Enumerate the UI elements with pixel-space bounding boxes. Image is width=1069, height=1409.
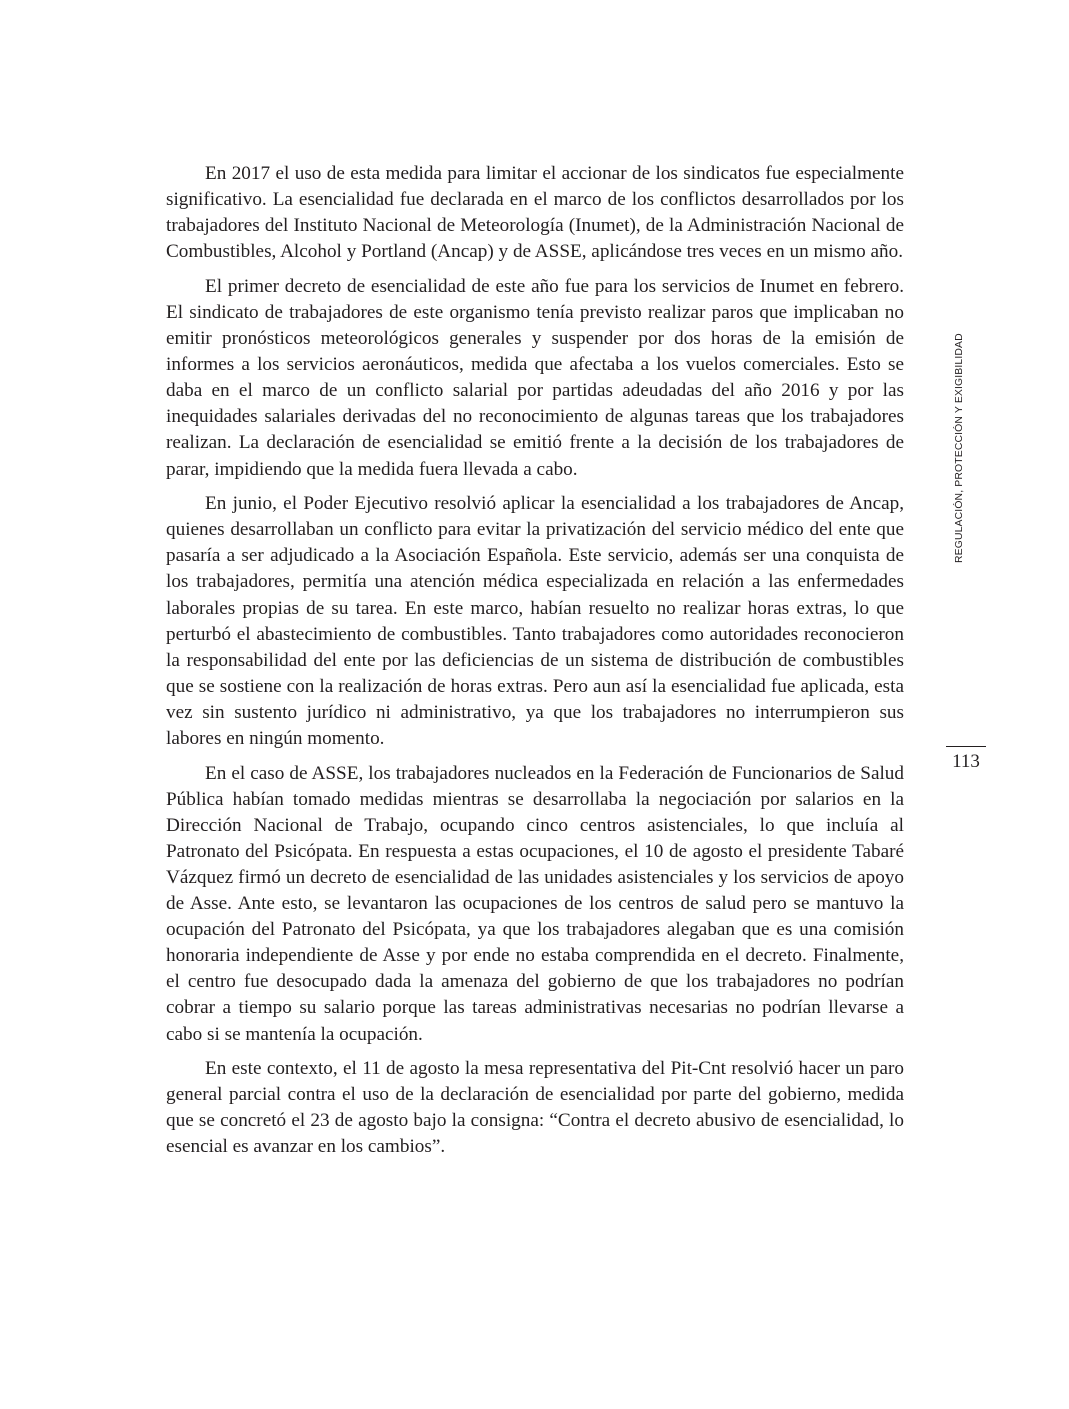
- paragraph-3: En junio, el Poder Ejecutivo resolvió aplicar la esencialidad a los trabajadores de Ancap, quienes desarrollaban un conflicto para evitar la privatización del servicio médico del ente que pasaría a ser adjudicado a la Asociación Española. Este servicio, además ser una conquista de los trabajadores, permitía una atención médica especializada en relación a las enfermedades laborales propias de su tarea. En este marco, habían resuelto no realizar horas extras, lo que perturbó el abastecimiento de combustibles. Tanto trabajadores como autoridades reconocieron la responsabilidad del ente por las deficiencias de un sistema de distribución de combustibles que se sostiene con la realización de horas extras. Pero aun así la esencialidad fue aplicada, esta vez sin sustento jurídico ni administrativo, ya que los trabajadores no interrumpieron sus labores en ningún momento.: [166, 493, 904, 749]
- body-text: [166, 161, 904, 1169]
- running-header-vertical: REGULACIÓN, PROTECCIÓN Y EXIGIBILIDAD: [954, 333, 965, 563]
- page-number-rule: [946, 746, 986, 747]
- paragraph-5: En este contexto, el 11 de agosto la mesa representativa del Pit-Cnt resolvió hacer un paro general parcial contra el uso de la declaración de esencialidad por parte del gobierno, medida que se concretó el 23 de agosto bajo la consigna: “Contra el decreto abusivo de esencialidad, lo esencial es avanzar en los cambios”.: [166, 1058, 904, 1158]
- paragraph-1: En 2017 el uso de esta medida para limitar el accionar de los sindicatos fue especialmente significativo. La esencialidad fue declarada en el marco de los conflictos desarrollados por los trabajadores del Instituto Nacional de Meteorología (Inumet), de la Administración Nacional de Combustibles, Alcohol y Portland (Ancap) y de ASSE, aplicándose tres veces en un mismo año.: [166, 163, 904, 263]
- page-number: 113: [952, 751, 980, 772]
- paragraph-4: En el caso de ASSE, los trabajadores nucleados en la Federación de Funcionarios de Salud Pública habían tomado medidas mientras se desarrollaba la negociación por salarios en la Dirección Nacional de Trabajo, ocupando cinco centros asistenciales, lo que incluía al Patronato del Psicópata. En respuesta a estas ocupaciones, el 10 de agosto el presidente Tabaré Vázquez firmó un decreto de esencialidad de las unidades asistenciales y los servicios de apoyo de Asse. Ante esto, se levantaron las ocupaciones de los centros de salud pero se mantuvo la ocupación del Patronato del Psicópata, ya que los trabajadores alegaban que es una comisión honoraria independiente de Asse y por ende no estaba comprendida en el decreto. Finalmente, el centro fue desocupado dada la amenaza del gobierno de que los trabajadores no podrían cobrar a tiempo su salario porque las tareas administrativas necesarias no podrían llevarse a cabo si se mantenía la ocupación.: [166, 762, 904, 1045]
- paragraph-2: El primer decreto de esencialidad de este año fue para los servicios de Inumet en febrero. El sindicato de trabajadores de este organismo tenía previsto realizar paros que implicaban no emitir pronósticos meteorológicos generales y suspender por dos horas de la emisión de informes a los servicios aeronáuticos, medida que afectaba a los vuelos comerciales. Esto se daba en el marco de un conflicto salarial por partidas adeudadas del año 2016 y por las inequidades salariales derivadas del no reconocimiento de algunas tareas que los trabajadores realizan. La declaración de esencialidad se emitió frente a la decisión de los trabajadores de parar, impidiendo que la medida fuera llevada a cabo.: [166, 275, 904, 480]
